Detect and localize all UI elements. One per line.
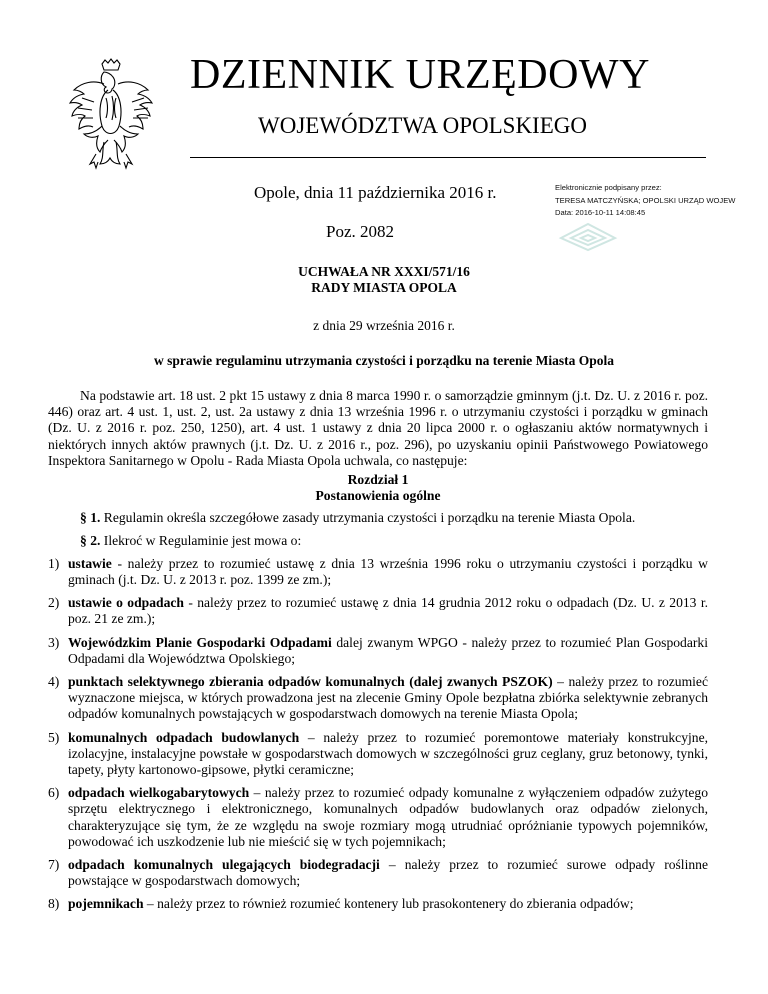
list-item-number: 7): [48, 857, 60, 873]
polish-eagle-emblem-icon: [60, 58, 162, 174]
resolution-heading: [0, 264, 768, 296]
list-item-number: 1): [48, 555, 60, 571]
resolution-date: z dnia 29 września 2016 r.: [313, 318, 455, 333]
list-item-text: - należy przez to rozumieć ustawę z dnia 13 września 1996 roku o utrzymaniu czystości i porządku w gminach (j.t. Dz. U. z 2013 r. poz. 1399 ze zm.);: [68, 555, 708, 588]
definitions-list: [48, 556, 708, 913]
list-item-number: 5): [48, 729, 60, 745]
list-item: [48, 595, 708, 627]
signature-label: Elektronicznie podpisany przez:: [555, 183, 662, 192]
paragraph-1-label: § 1.: [80, 510, 101, 526]
list-item: [48, 730, 708, 779]
list-item-term: komunalnych odpadach budowlanych: [68, 729, 300, 745]
signature-signer: TERESA MATCZYŃSKA; OPOLSKI URZĄD WOJEW: [555, 196, 736, 205]
resolution-subject: w sprawie regulaminu utrzymania czystości i porządku na terenie Miasta Opola: [154, 353, 614, 368]
list-item-text: - należy przez to rozumieć ustawę z dnia 14 grudnia 2012 roku o odpadach (Dz. U. z 2013 r. poz. 21 ze zm.);: [68, 595, 708, 627]
list-item: [48, 635, 708, 667]
journal-subtitle: WOJEWÓDZTWA OPOLSKIEGO: [258, 113, 587, 138]
position-number: Poz. 2082: [326, 222, 394, 241]
list-item: [48, 896, 708, 912]
header-divider: [190, 157, 706, 158]
list-item: [48, 556, 708, 588]
list-item-text: dalej zwanym WPGO - należy przez to rozumieć Plan Gospodarki Odpadami dla Województwa Opolskiego;: [68, 634, 708, 666]
chapter-heading: [48, 472, 708, 504]
document-body: [48, 388, 708, 913]
list-item: [48, 785, 708, 850]
list-item-text: – należy przez to rozumieć poremontowe materiały konstrukcyjne, izolacyjne, instalacyjne powstałe w gospodarstwach domowych w szczególności gruz ceglany, gruz betonowy, tynki, tapety, płyty kartonowo-gipsowe, płytki ceramiczne;: [68, 729, 709, 778]
paragraph-2: [48, 533, 708, 549]
paragraph-2-label: § 2.: [80, 532, 101, 548]
list-item-number: 2): [48, 595, 60, 611]
paragraph-2-text: Ilekroć w Regulaminie jest mowa o:: [100, 532, 302, 548]
list-item-number: 6): [48, 785, 60, 801]
paragraph-1: [48, 510, 708, 526]
resolution-number: UCHWAŁA NR XXXI/571/16: [298, 264, 470, 279]
electronic-signature: [555, 182, 735, 219]
paragraph-1-text: Regulamin określa szczegółowe zasady utrzymania czystości i porządku na terenie Miasta Opola.: [100, 510, 636, 526]
list-item-term: punktach selektywnego zbierania odpadów komunalnych (dalej zwanych PSZOK): [68, 674, 553, 690]
publication-date: Opole, dnia 11 października 2016 r.: [254, 183, 497, 202]
list-item-text: – należy przez to również rozumieć kontenery lub prasokontenery do zbierania odpadów;: [143, 896, 634, 912]
list-item-text: – należy przez to rozumieć surowe odpady roślinne powstające w gospodarstwach domowych;: [68, 857, 708, 889]
journal-title: DZIENNIK URZĘDOWY: [190, 52, 650, 98]
list-item: [48, 857, 708, 889]
list-item-term: ustawie o odpadach: [68, 595, 184, 611]
list-item-term: pojemnikach: [68, 896, 144, 912]
list-item-number: 4): [48, 674, 60, 690]
list-item-text: – należy przez to rozumieć odpady komunalne z wyłączeniem odpadów zużytego sprzętu elektrycznego i elektronicznego, komunalnych odpadów budowlanych oraz odpadów zielonych, charakteryzujące się tym, że ze względu na swoje rozmiary mogą utrudniać opróżnianie typowych pojemników, powodować ich uszkodzenie lub nie mieścić się w tych pojemnikach;: [68, 785, 708, 849]
chapter-number: Rozdział 1: [347, 472, 409, 488]
list-item-text: – należy przez to rozumieć wyznaczone miejsca, w których prowadzona jest na zlecenie Gminy Opole bezpłatna zbiórka selektywnie zebranych odpadów komunalnych powstających w gospodarstwach domowych na terenie Miasta Opola;: [68, 674, 708, 722]
list-item: [48, 674, 708, 723]
list-item-term: odpadach komunalnych ulegających biodegradacji: [68, 857, 380, 873]
list-item-number: 8): [48, 896, 60, 912]
signature-seal-icon: [555, 220, 621, 252]
signature-date: Data: 2016-10-11 14:08:45: [555, 208, 646, 217]
resolution-council: RADY MIASTA OPOLA: [311, 280, 457, 295]
chapter-title: Postanowienia ogólne: [315, 488, 441, 504]
list-item-term: ustawie: [68, 555, 112, 571]
list-item-number: 3): [48, 634, 60, 650]
list-item-term: odpadach wielkogabarytowych: [68, 785, 250, 801]
legal-basis-paragraph: Na podstawie art. 18 ust. 2 pkt 15 ustawy z dnia 8 marca 1990 r. o samorządzie gminnym (j.t. Dz. U. z 2016 r. poz. 446) oraz art. 4 ust. 1, ust. 2, ust. 2a ustawy z dnia 13 września 1996 r. o utrzymaniu czystości i porządku w gminach (Dz. U. z 2016 r. poz. 250, 1250), art. 4 ust. 1 ustawy z dnia 20 lipca 2000 r. o ogłaszaniu aktów normatywnych i niektórych innych aktów prawnych (j.t. Dz. U. z 2016 r., poz. 296), po uzyskaniu opinii Państwowego Powiatowego Inspektora Sanitarnego w Opolu - Rada Miasta Opola uchwala, co następuje:: [48, 388, 708, 468]
list-item-term: Wojewódzkim Planie Gospodarki Odpadami: [68, 634, 332, 650]
